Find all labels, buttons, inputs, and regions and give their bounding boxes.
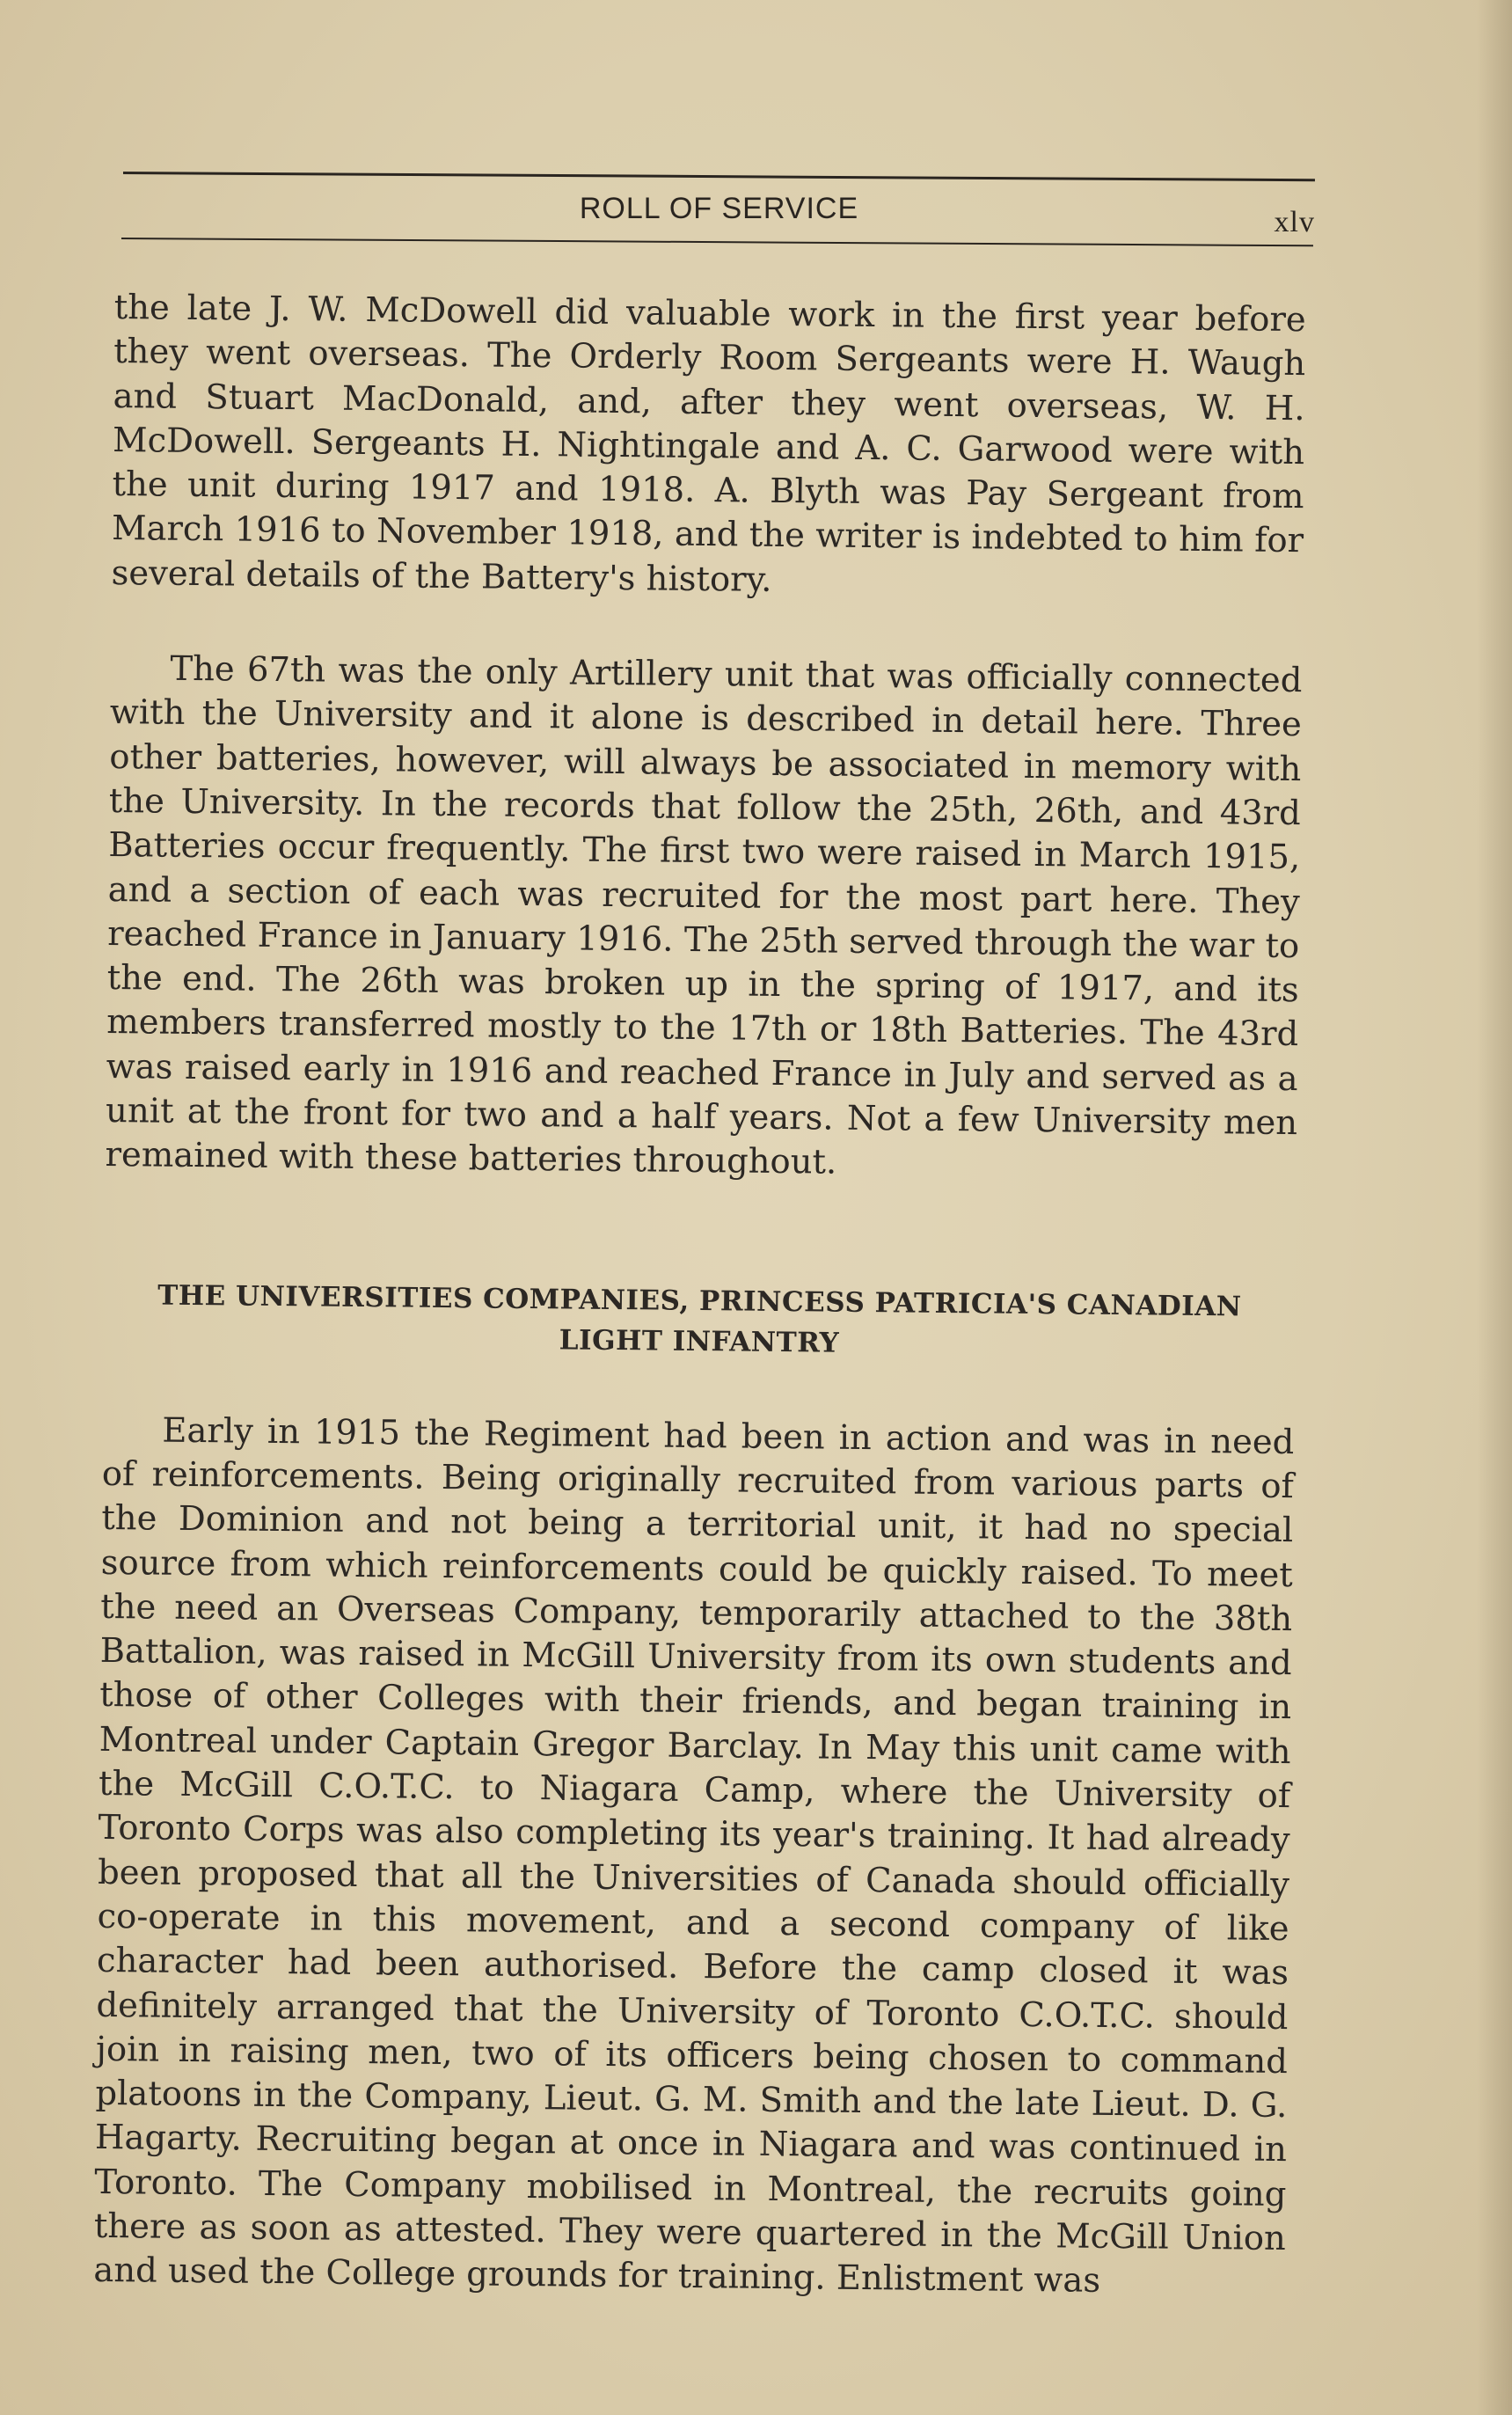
paragraph-other-batteries: The 67th was the only Artillery unit that was officially connected with the University and it alone is described in detail here. Three other batteries, however, will always be associated in memory with the University. In the records that follow the 25th, 26th, and 43rd Batteries occur frequently. The first two were raised in March 1915, and a section of each was recruited for the most part here. They reached France in January 1916. The 25th served through the war to the end. The 26th was broken up in the spring of 1917, and its members transferred mostly to the 17th or 18th Batteries. The 43rd was raised early in 1916 and reached France in July and served as a unit at the front for two and a half years. Not a few University men remained with these batteries throughout. xyxy=(105,648,1303,1182)
running-title: ROLL OF SERVICE xyxy=(579,192,859,225)
paragraph-battery-staff: the late J. W. McDowell did valuable work in the first year before they went overseas. The Orderly Room Sergeants were H. Waugh and Stuart MacDonald, and, after they went overseas, W. H. McDowell. Sergeants H. Nightingale and A. C. Garwood were with the unit during 1917 and 1918. A. Blyth was Pay Sergeant from March 1916 to November 1918, and the writer is indebted to him for several details of the Battery's history. xyxy=(111,287,1306,600)
header-top-rule xyxy=(123,172,1315,181)
section-heading-line-2: LIGHT INFANTRY xyxy=(559,1324,840,1359)
page-body xyxy=(93,286,1306,2306)
paragraph-universities-companies: Early in 1915 the Regiment had been in action and was in need of reinforcements. Being originally recruited from various parts of the Dominion and not being a territorial unit, it had no special source from which reinforcements could be quickly raised. To meet the need an Overseas Company, temporarily attached to the 38th Battalion, was raised in McGill University from its own students and those of other Colleges with their friends, and began training in Montreal under Captain Gregor Barclay. In May this unit came with the McGill C.O.T.C. to Niagara Camp, where the University of Toronto Corps was also completing its year's training. It had already been proposed that all the Universities of Canada should officially co-operate in this movement, and a second company of like character had been authorised. Before the camp closed it was definitely arranged that the University of Toronto C.O.T.C. should join in raising men, two of its officers being chosen to command platoons in the Company, Lieut. G. M. Smith and the late Lieut. D. G. Hagarty. Recruiting began at once in Niagara and was continued in Toronto. The Company mobilised in Montreal, the recruits going there as soon as attested. They were quartered in the McGill Union and used the College grounds for training. Enlistment was xyxy=(93,1410,1295,2302)
section-heading-line-1: THE UNIVERSITIES COMPANIES, PRINCESS PATRICIA'S CANADIAN xyxy=(157,1279,1242,1323)
header-bottom-rule xyxy=(121,238,1313,246)
page-number: xlv xyxy=(1274,206,1315,238)
page-edge-shadow xyxy=(1477,0,1512,2415)
section-heading xyxy=(103,1275,1296,1368)
